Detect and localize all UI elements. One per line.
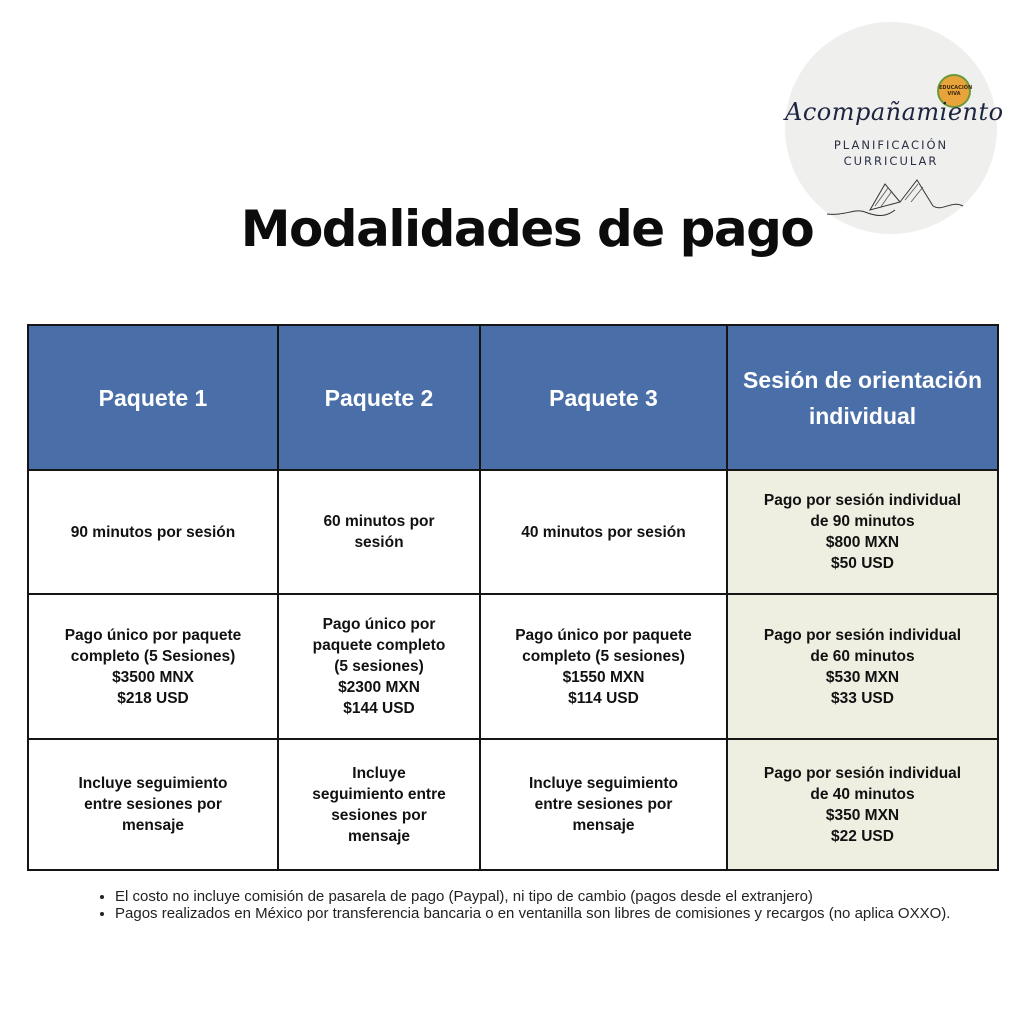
cell-line: Pago por sesión individual — [763, 492, 962, 509]
logo-script-text: Acompañamiento — [785, 98, 1004, 126]
header-paquete-2: Paquete 2 — [278, 325, 480, 470]
table-row — [28, 470, 998, 594]
package-cell — [28, 470, 278, 594]
cell-line: mensaje — [121, 817, 185, 834]
note-item: • El costo no incluye comisión de pasarela de pago (Paypal), ni tipo de cambio (pagos desde el extranjero) — [115, 888, 995, 905]
table-header-row — [28, 325, 998, 470]
cell-line: $2300 MXN — [338, 679, 420, 696]
package-cell — [28, 594, 278, 739]
cell-line: $218 USD — [117, 689, 189, 707]
cell-line: sesiones por — [331, 806, 427, 824]
cell-line: entre sesiones por — [534, 796, 673, 813]
cell-line: paquete completo — [312, 637, 446, 654]
package-cell — [278, 739, 480, 870]
package-cell — [278, 594, 480, 739]
cell-line: 40 minutos por sesión — [521, 523, 686, 541]
cell-line: mensaje — [347, 827, 411, 845]
header-sesion-individual: Sesión de orientación individual — [727, 325, 998, 470]
cell-line: Pago único por paquete — [515, 626, 692, 644]
package-cell — [28, 739, 278, 870]
table-row — [28, 739, 998, 870]
table-row — [28, 594, 998, 739]
header-paquete-3: Paquete 3 — [480, 325, 727, 470]
cell-line: Incluye seguimiento — [78, 775, 228, 792]
cell-line: Pago único por paquete — [64, 626, 242, 644]
cell-line: seguimiento entre — [312, 785, 446, 803]
cell-line: mensaje — [572, 817, 635, 834]
cell-line: Pago por sesión individual — [763, 626, 962, 644]
cell-line: 60 minutos por — [323, 513, 435, 530]
cell-line: $530 MXN — [825, 668, 900, 686]
cell-line: de 40 minutos — [810, 785, 915, 803]
page-title: Modalidades de pago — [240, 200, 814, 258]
cell-line: Incluye seguimiento — [528, 775, 678, 792]
cell-line: $50 USD — [831, 555, 894, 572]
header-paquete-1: Paquete 1 — [28, 325, 278, 470]
payment-table — [27, 324, 999, 871]
session-cell — [727, 594, 998, 739]
logo-subtitle-2: CURRICULAR — [843, 154, 939, 168]
cell-line: de 60 minutos — [810, 647, 915, 665]
cell-line: $114 USD — [568, 689, 639, 707]
package-cell — [480, 470, 727, 594]
cell-line: completo (5 sesiones) — [522, 647, 685, 665]
cell-line: (5 sesiones) — [334, 658, 424, 675]
package-cell — [278, 470, 480, 594]
cell-line: entre sesiones por — [84, 796, 222, 813]
package-cell — [480, 739, 727, 870]
cell-line: $1550 MXN — [562, 668, 645, 686]
cell-line: de 90 minutos — [810, 513, 915, 530]
logo-subtitle-1: PLANIFICACIÓN — [833, 138, 949, 152]
cell-line: $3500 MNX — [112, 668, 194, 686]
cell-line: $33 USD — [831, 689, 894, 707]
logo-badge-text: EDUCACIÓN VIVA — [939, 85, 973, 97]
session-cell — [727, 739, 998, 870]
note-item: • Pagos realizados en México por transferencia bancaria o en ventanilla son libres de comisiones y recargos (no aplica OXXO). — [115, 905, 995, 922]
session-cell — [727, 470, 998, 594]
cell-line: 90 minutos por sesión — [70, 523, 236, 541]
cell-line: $22 USD — [831, 827, 894, 845]
cell-line: Pago único por — [322, 616, 436, 633]
cell-line: $350 MXN — [825, 806, 900, 824]
package-cell — [480, 594, 727, 739]
cell-line: completo (5 Sesiones) — [70, 647, 236, 665]
cell-line: Pago por sesión individual — [763, 764, 962, 782]
cell-line: $144 USD — [343, 700, 415, 717]
cell-line: sesión — [354, 534, 404, 551]
cell-line: $800 MXN — [825, 534, 900, 551]
cell-line: Incluye — [352, 764, 406, 782]
notes-list — [95, 888, 995, 922]
